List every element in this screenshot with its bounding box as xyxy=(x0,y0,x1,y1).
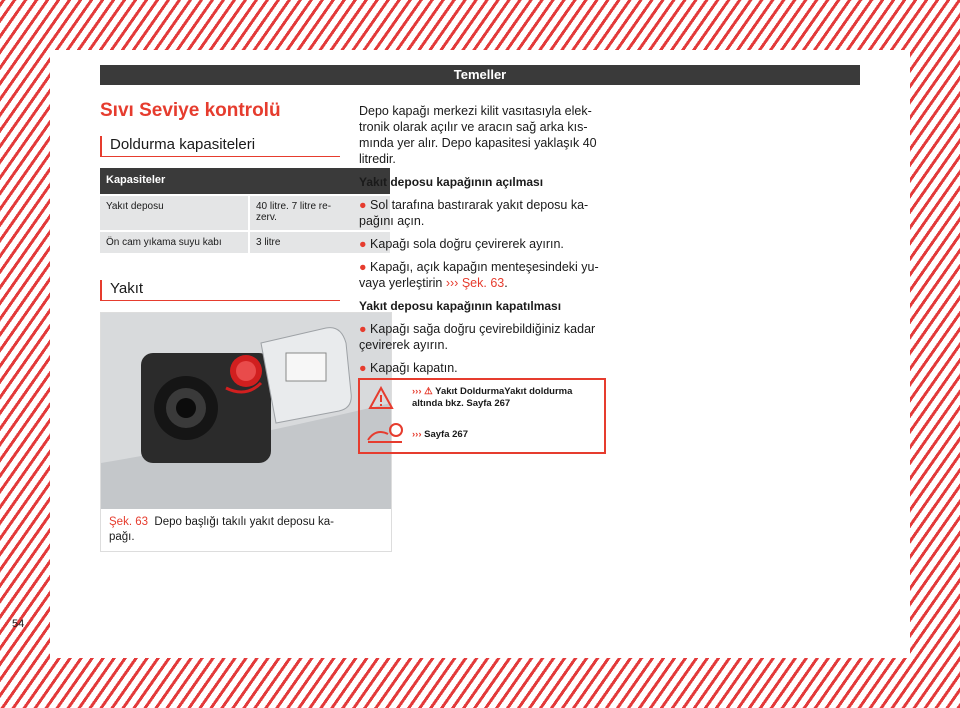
environment-text-content[interactable]: Sayfa 267 xyxy=(424,429,468,440)
list-item-text: Kapağı, açık kapağın menteşesindeki yu- vaya yerleştirin xyxy=(359,260,599,290)
table-row xyxy=(100,196,390,230)
warning-box xyxy=(358,378,606,454)
figure-ref: Şek. 63 xyxy=(109,516,148,528)
table-cell: Yakıt deposu xyxy=(100,196,248,230)
list-item: ● Kapağı, açık kapağın menteşesindeki yu- vaya yerleştirin ››› Şek. 63. xyxy=(359,260,599,290)
list-item-text: Kapağı sağa doğru çevirebildiğiniz kadar çevirerek ayırın. xyxy=(359,322,596,352)
page-number: 54 xyxy=(12,618,25,630)
warning-text[interactable] xyxy=(412,386,602,410)
bullet-icon: ● xyxy=(359,361,367,375)
figure-caption-text: Depo başlığı takılı yakıt deposu ka- pağı. xyxy=(109,516,335,543)
capacities-table xyxy=(100,168,390,253)
section-heading-capacities xyxy=(100,136,340,157)
page-header: Temeller xyxy=(100,65,860,85)
page xyxy=(12,50,910,658)
table-header: Kapasiteler xyxy=(100,168,390,194)
list-item-text: Kapağı sola doğru çevirerek ayırın. xyxy=(370,237,564,251)
environment-icon xyxy=(366,422,406,444)
list-item xyxy=(359,360,609,376)
fuel-instructions xyxy=(359,103,609,383)
bullet-icon: ● xyxy=(359,260,367,274)
figure-link[interactable]: ››› Şek. 63 xyxy=(445,276,505,290)
environment-text[interactable] xyxy=(412,429,468,440)
bullet-icon: ● xyxy=(359,198,367,212)
figure-link-text[interactable]: Şek. 63 xyxy=(461,276,505,290)
table-cell: Ön cam yıkama suyu kabı xyxy=(100,232,248,253)
table-row xyxy=(100,232,390,253)
bullet-icon: ● xyxy=(359,322,367,336)
figure-63 xyxy=(100,312,392,552)
table-cell: 40 litre. 7 litre re- zerv. xyxy=(250,196,390,230)
ref-arrow-icon: ››› xyxy=(412,386,422,397)
ref-arrow-icon: ››› xyxy=(412,429,422,440)
open-title: Yakıt deposu kapağının açılması xyxy=(359,175,544,189)
section-heading-capacities-text: Doldurma kapasiteleri xyxy=(110,136,256,153)
list-item xyxy=(359,197,609,229)
close-title: Yakıt deposu kapağının kapatılması xyxy=(359,299,562,313)
figure-caption xyxy=(109,515,385,545)
fuel-cap-photo xyxy=(101,313,391,509)
list-item-text: Sol tarafına bastırarak yakıt deposu ka- pağını açın. xyxy=(359,198,589,228)
intro-paragraph: Depo kapağı merkezi kilit vasıtasıyla elek- tronik olarak açılır ve aracın sağ arka kıs- mında yer alır. Depo kapasitesi yaklaşık 40 litredir. xyxy=(359,104,597,166)
main-title: Sıvı Seviye kontrolü xyxy=(100,100,281,121)
warning-text-content[interactable]: Yakıt DoldurmaYakıt doldurma altında bkz. Sayfa 267 xyxy=(412,386,573,409)
small-warning-icon: ⚠ xyxy=(424,386,433,397)
bullet-icon: ● xyxy=(359,237,367,251)
section-heading-fuel xyxy=(100,280,340,301)
warning-icon xyxy=(368,386,394,410)
list-item-text: Kapağı kapatın. xyxy=(370,361,458,375)
list-item xyxy=(359,236,609,252)
section-heading-fuel-text: Yakıt xyxy=(110,280,144,297)
list-item xyxy=(359,321,609,353)
table-cell: 3 litre xyxy=(250,232,390,253)
